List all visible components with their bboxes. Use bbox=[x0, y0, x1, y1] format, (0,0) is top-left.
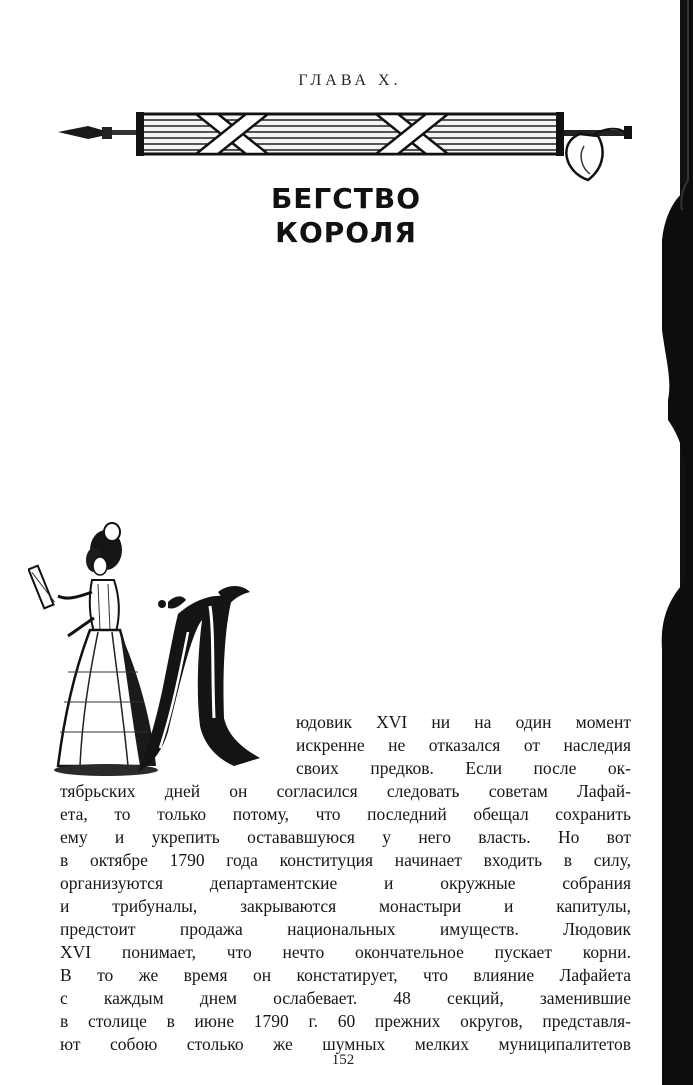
body-line: в столице в июне 1790 г. 60 прежних округов, представля- bbox=[60, 1011, 631, 1031]
chapter-title bbox=[196, 182, 496, 250]
body-line: XVI понимает, что нечто окончательное пускает корни. bbox=[60, 942, 631, 962]
body-line: своих предков. Если после ок- bbox=[296, 758, 631, 778]
body-line: предстоит продажа национальных имуществ. Людовик bbox=[60, 919, 631, 939]
page-number: 152 bbox=[331, 1052, 355, 1068]
body-line: с каждым днем ослабевает. 48 секций, заменившие bbox=[60, 988, 631, 1008]
body-line: В то же время он констатирует, что влияние Лафайета bbox=[60, 965, 631, 985]
chapter-title-line-1: БЕГСТВО bbox=[270, 182, 422, 215]
woman-figure-icon bbox=[28, 523, 158, 776]
body-line: юдовик XVI ни на один момент bbox=[296, 712, 631, 732]
body-line: и трибуналы, закрываются монастыри и капитулы, bbox=[60, 896, 631, 916]
chapter-title-line-2: КОРОЛЯ bbox=[275, 216, 417, 249]
chapter-label: ГЛАВА X. bbox=[298, 72, 402, 89]
ornate-letter-icon bbox=[138, 586, 260, 772]
body-line: ета, то только потому, что последний обещал сохранить bbox=[60, 804, 631, 824]
pike-axe-ornament bbox=[58, 106, 640, 182]
body-line: искренне не отказался от наследия bbox=[296, 735, 631, 755]
scan-edge-shadow bbox=[642, 0, 693, 1085]
body-line: тябрьских дней он согласился следовать советам Лафай- bbox=[60, 781, 631, 801]
drop-cap-illustration bbox=[28, 522, 293, 784]
body-line: ему и укрепить остававшуюся у него власть. Но вот bbox=[60, 827, 631, 847]
body-line: в октябре 1790 года конституция начинает входить в силу, bbox=[60, 850, 631, 870]
body-line: организуются департаментские и окружные собрания bbox=[60, 873, 631, 893]
body-line: ют собою столько же шумных мелких муниципалитетов bbox=[60, 1034, 631, 1054]
